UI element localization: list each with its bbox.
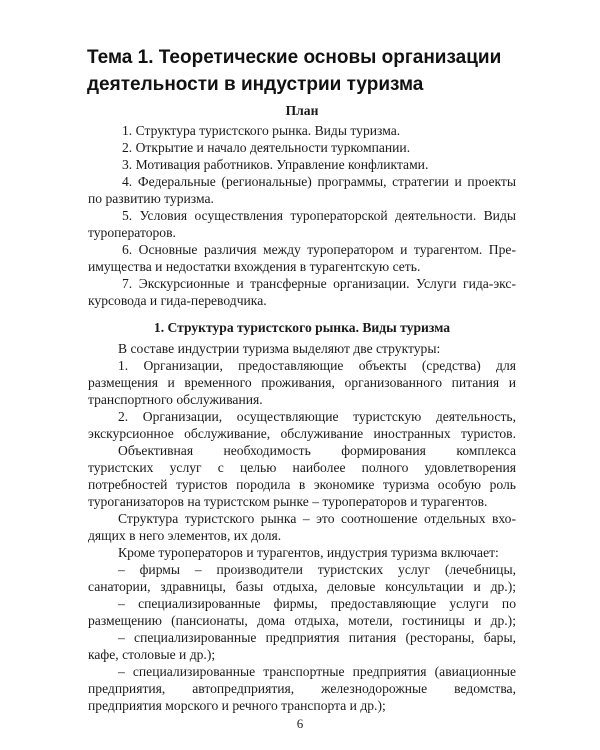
- plan-item-5-cont: туроператоров.: [88, 225, 176, 240]
- plan-item-7: 7. Экскурсионные и трансферные организации. Услуги гида-экс-: [122, 276, 516, 291]
- paragraph-line: Структура туристского рынка – это соотношение отдельных вхо-: [118, 511, 516, 526]
- list-item-cont: предприятия, автопредприятия, железнодорожные ведомства,: [88, 681, 516, 696]
- plan-heading: План: [285, 103, 319, 118]
- list-item: – специализированные предприятия питания (рестораны, бары,: [118, 630, 516, 645]
- paragraph-line: экскурсионное обслуживание, обслуживание иностранных туристов.: [88, 426, 516, 441]
- plan-item-1: 1. Структура туристского рынка. Виды туризма.: [122, 123, 401, 138]
- paragraph-line: Объективная необходимость формирования комплекса: [118, 443, 516, 458]
- section-heading: 1. Структура туристского рынка. Виды туризма: [153, 320, 451, 335]
- paragraph-line: 1. Организации, предоставляющие объекты (средства) для: [118, 358, 516, 373]
- plan-item-5: 5. Условия осуществления туроператорской деятельности. Виды: [122, 208, 516, 223]
- plan-item-6: 6. Основные различия между туроператором и турагентом. Пре-: [122, 242, 516, 257]
- paragraph-line: Кроме туроператоров и турагентов, индустрия туризма включает:: [118, 545, 499, 560]
- list-item-cont: кафе, столовые и др.);: [88, 647, 216, 662]
- paragraph-line: потребностей туристов породила в экономике туризма особую роль: [88, 477, 516, 492]
- plan-item-6-cont: имущества и недостатки вхождения в турагентскую сеть.: [88, 259, 421, 274]
- page-title: [87, 44, 547, 98]
- page-number: 6: [296, 716, 304, 731]
- list-item: – специализированные транспортные предприятия (авиационные: [118, 664, 516, 679]
- paragraph-line: транспортного обслуживания.: [88, 392, 263, 407]
- plan-item-4: 4. Федеральные (региональные) программы, стратегии и проекты: [122, 174, 516, 189]
- plan-item-4-cont: по развитию туризма.: [88, 191, 214, 206]
- paragraph-line: В составе индустрии туризма выделяют две структуры:: [118, 341, 441, 356]
- title-line-2: деятельности в индустрии туризма: [87, 74, 424, 95]
- paragraph-line: туристских услуг с целью наиболее полного удовлетворения: [88, 460, 516, 475]
- list-item-cont: санатории, здравницы, базы отдыха, деловые консультации и др.);: [88, 579, 516, 594]
- plan-item-7-cont: курсовода и гида-переводчика.: [88, 293, 267, 308]
- list-item-cont: предприятия морского и речного транспорта и др.);: [88, 698, 386, 713]
- paragraph-line: туроганизаторов на туристском рынке – туроператоров и турагентов.: [88, 494, 488, 509]
- list-item: – фирмы – производители туристских услуг (лечебницы,: [118, 562, 516, 577]
- document-body: [88, 102, 516, 714]
- title-line-1: Тема 1. Теоретические основы организации: [87, 47, 502, 68]
- plan-item-2: 2. Открытие и начало деятельности туркомпании.: [122, 140, 411, 155]
- plan-item-3: 3. Мотивация работников. Управление конфликтами.: [122, 157, 429, 172]
- paragraph-line: дящих в него элементов, их доля.: [88, 528, 282, 543]
- paragraph-line: размещения и временного проживания, организованного питания и: [88, 375, 516, 390]
- list-item: – специализированные фирмы, предоставляющие услуги по: [118, 596, 516, 611]
- paragraph-line: 2. Организации, осуществляющие туристскую деятельность,: [118, 409, 516, 424]
- list-item-cont: размещению (пансионаты, дома отдыха, мотели, гостиницы и др.);: [88, 613, 516, 628]
